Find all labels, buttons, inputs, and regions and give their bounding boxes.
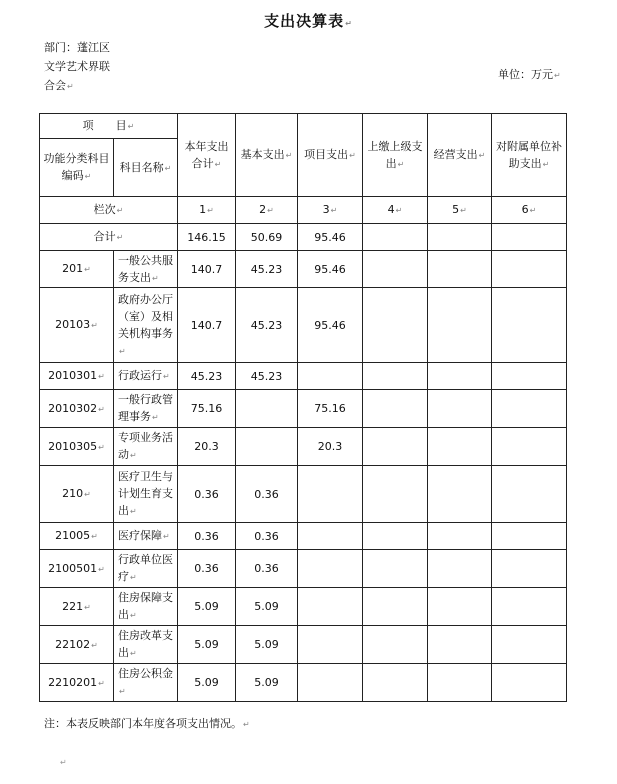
row-total bbox=[178, 588, 236, 626]
sum-row bbox=[40, 224, 567, 251]
row-total-text: 45.23 bbox=[190, 369, 223, 383]
header-basic: 基本支出↵ bbox=[236, 114, 298, 197]
row-total-text: 20.3 bbox=[194, 440, 219, 453]
table-row bbox=[40, 466, 567, 523]
unit-label: 单位：万元↵ bbox=[498, 68, 561, 81]
column-number-row bbox=[40, 197, 567, 224]
row-project bbox=[298, 251, 363, 288]
header-item: 项 目↵ bbox=[40, 114, 178, 139]
row-total bbox=[178, 466, 236, 523]
row-total-text: 140.7 bbox=[190, 318, 223, 332]
row-basic bbox=[236, 390, 298, 428]
row-project bbox=[298, 288, 363, 363]
expenditure-table bbox=[39, 113, 567, 702]
sum-label-text: 合计 bbox=[93, 230, 116, 243]
header-code-text: 功能分类科目编码 bbox=[43, 152, 110, 182]
header-project-text: 项目支出 bbox=[304, 148, 349, 161]
row-total bbox=[178, 626, 236, 664]
row-name-text: 行政单位医疗 bbox=[118, 553, 173, 583]
department-text: 部门：蓬江区文学艺术界联合会 bbox=[44, 41, 110, 92]
header-item-text: 项 目 bbox=[82, 119, 127, 132]
row-basic-text: 45.23 bbox=[250, 369, 283, 383]
sum-project bbox=[298, 224, 363, 251]
title-text: 支出决算表 bbox=[264, 12, 345, 30]
row-basic-text: 0.36 bbox=[254, 487, 279, 501]
row-name: 住房公积金↵ bbox=[114, 664, 178, 702]
sum-basic-text: 50.69 bbox=[250, 230, 283, 244]
unit-text: 单位：万元 bbox=[498, 68, 553, 81]
header-name: 科目名称↵ bbox=[114, 139, 178, 197]
row-total bbox=[178, 251, 236, 288]
header-code: 功能分类科目编码↵ bbox=[40, 139, 114, 197]
row-total-text: 5.09 bbox=[194, 676, 219, 689]
sum-upper bbox=[363, 224, 428, 251]
row-name-text: 医疗卫生与计划生育支出 bbox=[118, 470, 173, 517]
row-name: 一般公共服务支出↵ bbox=[114, 251, 178, 288]
row-subsidy bbox=[492, 363, 567, 390]
row-business bbox=[428, 523, 492, 550]
sum-label: 合计↵ bbox=[40, 224, 178, 251]
row-code-text: 2100501 bbox=[48, 561, 98, 575]
row-total-text: 75.16 bbox=[190, 402, 223, 415]
row-total-text: 140.7 bbox=[190, 262, 223, 276]
row-code-text: 21005 bbox=[55, 529, 91, 542]
column-number-label: 栏次↵ bbox=[40, 197, 178, 224]
row-basic-text: 0.36 bbox=[254, 529, 279, 543]
row-code-text: 22102 bbox=[55, 637, 91, 651]
row-subsidy bbox=[492, 626, 567, 664]
column-number-3-text: 3 bbox=[322, 203, 330, 216]
row-project bbox=[298, 523, 363, 550]
row-business bbox=[428, 363, 492, 390]
column-number-1: 1↵ bbox=[178, 197, 236, 224]
table-row bbox=[40, 288, 567, 363]
row-basic-text: 5.09 bbox=[254, 676, 279, 689]
row-code: 2010302↵ bbox=[40, 390, 114, 428]
row-code: 2010305↵ bbox=[40, 428, 114, 466]
row-project bbox=[298, 626, 363, 664]
row-name: 行政运行↵ bbox=[114, 363, 178, 390]
row-business bbox=[428, 390, 492, 428]
row-upper bbox=[363, 664, 428, 702]
row-business bbox=[428, 466, 492, 523]
row-code: 22102↵ bbox=[40, 626, 114, 664]
header-business-text: 经营支出 bbox=[433, 148, 478, 161]
column-number-3: 3↵ bbox=[298, 197, 363, 224]
row-total-text: 0.36 bbox=[194, 487, 219, 501]
row-subsidy bbox=[492, 288, 567, 363]
table-row bbox=[40, 390, 567, 428]
row-code: 2010301↵ bbox=[40, 363, 114, 390]
footnote: 注：本表反映部门本年度各项支出情况。↵ bbox=[44, 717, 250, 730]
sum-business bbox=[428, 224, 492, 251]
column-number-1-text: 1 bbox=[199, 203, 207, 216]
row-basic-text: 0.36 bbox=[254, 562, 279, 575]
row-upper bbox=[363, 466, 428, 523]
row-name-text: 一般公共服务支出 bbox=[118, 253, 173, 284]
header-total: 本年支出合计↵ bbox=[178, 114, 236, 197]
row-project-text: 95.46 bbox=[314, 262, 346, 276]
row-upper bbox=[363, 363, 428, 390]
row-name-text: 一般行政管理事务 bbox=[118, 393, 173, 423]
row-total-text: 0.36 bbox=[194, 529, 219, 543]
table-row bbox=[40, 523, 567, 550]
row-basic bbox=[236, 428, 298, 466]
sum-total bbox=[178, 224, 236, 251]
row-upper bbox=[363, 626, 428, 664]
row-name-text: 政府办公厅（室）及相关机构事务 bbox=[118, 292, 173, 340]
table-row bbox=[40, 251, 567, 288]
row-name: 专项业务活动↵ bbox=[114, 428, 178, 466]
column-number-5-text: 5 bbox=[452, 203, 460, 216]
row-upper bbox=[363, 523, 428, 550]
row-project bbox=[298, 588, 363, 626]
row-subsidy bbox=[492, 428, 567, 466]
row-total-text: 5.09 bbox=[194, 638, 219, 651]
row-name: 行政单位医疗↵ bbox=[114, 550, 178, 588]
row-subsidy bbox=[492, 664, 567, 702]
row-business bbox=[428, 626, 492, 664]
row-project bbox=[298, 664, 363, 702]
row-project bbox=[298, 466, 363, 523]
row-upper bbox=[363, 428, 428, 466]
row-business bbox=[428, 251, 492, 288]
row-name-text: 住房公积金 bbox=[118, 667, 173, 680]
sum-basic bbox=[236, 224, 298, 251]
row-code: 221↵ bbox=[40, 588, 114, 626]
row-basic bbox=[236, 664, 298, 702]
row-project bbox=[298, 550, 363, 588]
column-number-6: 6↵ bbox=[492, 197, 567, 224]
row-business bbox=[428, 288, 492, 363]
row-project-text: 95.46 bbox=[314, 318, 346, 332]
row-name: 医疗保障↵ bbox=[114, 523, 178, 550]
row-total bbox=[178, 363, 236, 390]
row-name: 住房保障支出↵ bbox=[114, 588, 178, 626]
row-basic bbox=[236, 363, 298, 390]
row-upper bbox=[363, 288, 428, 363]
row-total bbox=[178, 390, 236, 428]
row-business bbox=[428, 428, 492, 466]
table-row bbox=[40, 428, 567, 466]
row-total-text: 0.36 bbox=[194, 562, 219, 575]
table-row bbox=[40, 626, 567, 664]
column-number-2: 2↵ bbox=[236, 197, 298, 224]
row-basic bbox=[236, 626, 298, 664]
row-subsidy bbox=[492, 251, 567, 288]
row-name: 医疗卫生与计划生育支出↵ bbox=[114, 466, 178, 523]
row-basic-text: 45.23 bbox=[250, 318, 283, 332]
header-basic-text: 基本支出 bbox=[240, 148, 285, 161]
row-total bbox=[178, 288, 236, 363]
column-number-label-text: 栏次 bbox=[93, 203, 116, 216]
row-code-text: 221 bbox=[62, 599, 84, 613]
row-code: 2210201↵ bbox=[40, 664, 114, 702]
row-code: 210↵ bbox=[40, 466, 114, 523]
row-total-text: 5.09 bbox=[194, 600, 219, 613]
row-upper bbox=[363, 550, 428, 588]
header-subsidy: 对附属单位补助支出↵ bbox=[492, 114, 567, 197]
department-label: 部门：蓬江区文学艺术界联合会↵ bbox=[44, 41, 110, 92]
row-upper bbox=[363, 390, 428, 428]
row-total bbox=[178, 428, 236, 466]
row-name: 政府办公厅（室）及相关机构事务↵ bbox=[114, 288, 178, 363]
row-code-text: 2010305 bbox=[48, 439, 98, 453]
row-basic bbox=[236, 251, 298, 288]
row-basic bbox=[236, 588, 298, 626]
column-number-4: 4↵ bbox=[363, 197, 428, 224]
row-basic bbox=[236, 288, 298, 363]
row-name: 住房改革支出↵ bbox=[114, 626, 178, 664]
row-code-text: 2010302 bbox=[48, 401, 98, 415]
row-business bbox=[428, 550, 492, 588]
row-code: 20103↵ bbox=[40, 288, 114, 363]
header-upper: 上缴上级支出↵ bbox=[363, 114, 428, 197]
row-subsidy bbox=[492, 466, 567, 523]
row-basic bbox=[236, 523, 298, 550]
sum-project-text: 95.46 bbox=[314, 230, 346, 244]
row-project bbox=[298, 390, 363, 428]
row-total bbox=[178, 664, 236, 702]
column-number-4-text: 4 bbox=[387, 203, 395, 216]
header-upper-text: 上缴上级支出 bbox=[367, 139, 423, 170]
row-total bbox=[178, 550, 236, 588]
sum-subsidy bbox=[492, 224, 567, 251]
row-upper bbox=[363, 588, 428, 626]
row-business bbox=[428, 588, 492, 626]
row-name-text: 住房保障支出 bbox=[118, 591, 173, 621]
row-project bbox=[298, 428, 363, 466]
row-code-text: 201 bbox=[62, 262, 84, 275]
row-total bbox=[178, 523, 236, 550]
header-subsidy-text: 对附属单位补助支出 bbox=[496, 139, 563, 170]
table-row bbox=[40, 664, 567, 702]
table-row bbox=[40, 588, 567, 626]
paragraph-mark: ↵ bbox=[60, 758, 67, 767]
column-number-5: 5↵ bbox=[428, 197, 492, 224]
row-code: 2100501↵ bbox=[40, 550, 114, 588]
row-basic-text: 5.09 bbox=[254, 600, 279, 613]
document-title: 支出决算表↵ bbox=[264, 12, 353, 30]
row-code-text: 20103 bbox=[55, 318, 91, 331]
header-business: 经营支出↵ bbox=[428, 114, 492, 197]
row-upper bbox=[363, 251, 428, 288]
row-basic-text: 45.23 bbox=[250, 262, 283, 276]
row-basic bbox=[236, 550, 298, 588]
row-basic-text: 5.09 bbox=[254, 638, 279, 651]
row-code-text: 2010301 bbox=[48, 369, 98, 382]
row-business bbox=[428, 664, 492, 702]
header-name-text: 科目名称 bbox=[119, 160, 164, 174]
row-name-text: 行政运行 bbox=[118, 369, 162, 382]
row-name-text: 专项业务活动 bbox=[118, 431, 173, 461]
sum-total-text: 146.15 bbox=[187, 230, 226, 244]
row-basic bbox=[236, 466, 298, 523]
header-row-1 bbox=[40, 114, 567, 139]
row-name: 一般行政管理事务↵ bbox=[114, 390, 178, 428]
row-project-text: 75.16 bbox=[314, 402, 346, 415]
row-subsidy bbox=[492, 523, 567, 550]
row-project bbox=[298, 363, 363, 390]
column-number-2-text: 2 bbox=[259, 203, 267, 216]
table-row bbox=[40, 363, 567, 390]
row-code-text: 2210201 bbox=[48, 675, 98, 689]
footnote-text: 注：本表反映部门本年度各项支出情况。 bbox=[44, 717, 242, 730]
table-row bbox=[40, 550, 567, 588]
row-name-text: 医疗保障 bbox=[118, 529, 162, 542]
row-code: 201↵ bbox=[40, 251, 114, 288]
header-total-text: 本年支出合计 bbox=[184, 139, 229, 170]
column-number-6-text: 6 bbox=[521, 203, 529, 216]
row-name-text: 住房改革支出 bbox=[118, 629, 173, 659]
row-project-text: 20.3 bbox=[317, 440, 343, 453]
header-project: 项目支出↵ bbox=[298, 114, 363, 197]
row-subsidy bbox=[492, 588, 567, 626]
row-code: 21005↵ bbox=[40, 523, 114, 550]
row-subsidy bbox=[492, 390, 567, 428]
row-code-text: 210 bbox=[62, 487, 84, 500]
row-subsidy bbox=[492, 550, 567, 588]
